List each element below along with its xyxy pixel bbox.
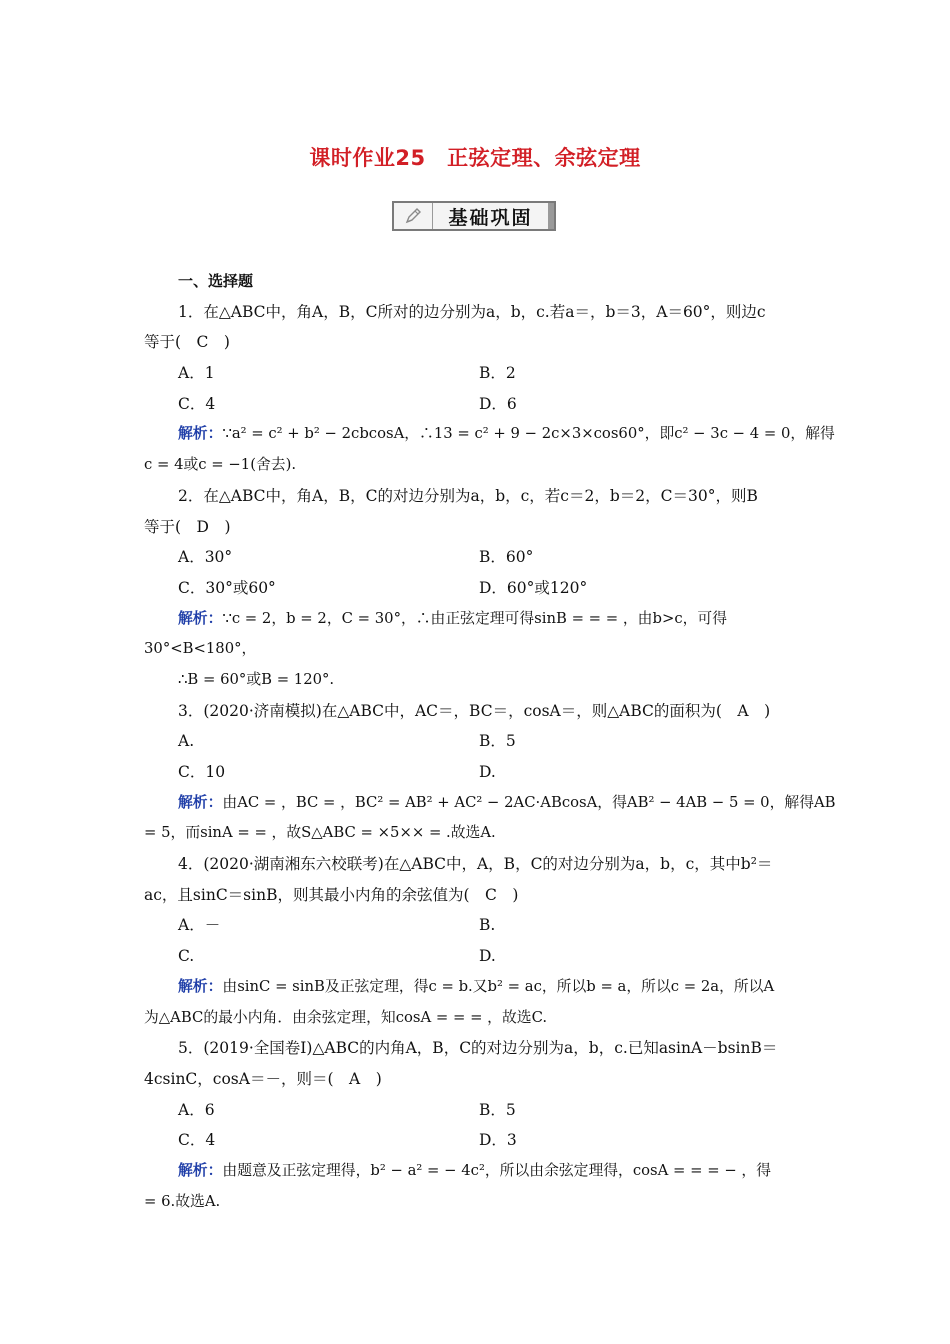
option-b: B．2	[479, 364, 516, 383]
question-4-analysis-line-2: 为△ABC的最小内角．由余弦定理，知cosA = = = ，故选C.	[144, 1008, 548, 1026]
option-a: A．6	[178, 1100, 215, 1119]
analysis-label: 解析：	[178, 609, 223, 627]
question-3-analysis-line-2: = 5，而sinA = = ，故S△ABC = ×5×× = .故选A.	[144, 824, 496, 842]
option-c: C.	[178, 947, 195, 966]
section-heading: 一、选择题	[178, 272, 254, 290]
option-a: A.	[178, 732, 195, 751]
question-1-line-1: 1．在△ABC中，角A，B，C所对的边分别为a，b，c.若a＝，b＝3，A＝60°，则边c	[178, 302, 766, 321]
option-c: C．30°或60°	[178, 578, 276, 597]
analysis-label: 解析：	[178, 977, 223, 995]
question-5-options-row-2	[144, 1125, 808, 1156]
question-5-analysis-line-1	[144, 1156, 808, 1187]
question-5-line-2: 4csinC，cosA＝－，则＝( A )	[144, 1069, 382, 1088]
option-c: C．4	[178, 1131, 216, 1150]
question-1-line-2: 等于( C )	[144, 333, 230, 352]
question-4-analysis-line-1	[144, 972, 808, 1003]
question-5-line-1: 5．(2019·全国卷Ⅰ)△ABC的内角A，B，C的对边分别为a，b，c.已知asinA－bsinB＝	[178, 1039, 778, 1058]
exercise-content	[144, 266, 836, 1217]
option-b: B．60°	[479, 548, 534, 567]
question-3-options-row-1	[144, 726, 808, 757]
question-1-options-row-2	[144, 389, 808, 420]
option-c: C．10	[178, 763, 226, 781]
analysis-label: 解析：	[178, 793, 223, 811]
option-c: C．4	[178, 394, 216, 413]
question-2-analysis-line-3: ∴B = 60°或B = 120°.	[178, 670, 335, 688]
question-3-line-1: 3．(2020·济南模拟)在△ABC中，AC＝，BC＝，cosA＝，则△ABC的面积为( A )	[178, 701, 771, 720]
badge-label: 基础巩固	[448, 206, 533, 229]
option-d: D.	[479, 763, 496, 781]
question-4-line-1: 4．(2020·湖南湘东六校联考)在△ABC中，A，B，C的对边分别为a，b，c，其中b²＝	[178, 855, 773, 874]
option-d: D．3	[479, 1131, 517, 1150]
analysis-text: ∵a² = c² + b² − 2cbcosA，∴13 = c² + 9 − 2c×3×cos60°，即c² − 3c − 4 = 0，解得	[222, 425, 835, 443]
question-2-analysis-line-2: 30°<B<180°，	[144, 640, 257, 658]
option-b: B．5	[479, 732, 516, 751]
question-2-line-1: 2．在△ABC中，角A，B，C的对边分别为a，b，c，若c＝2，b＝2，C＝30°，则B	[178, 486, 758, 505]
analysis-text: 由题意及正弦定理得，b² − a² = − 4c²，所以由余弦定理得，cosA = = = − ，得	[222, 1161, 772, 1179]
option-b: B.	[479, 916, 496, 935]
question-3-analysis-line-1	[144, 788, 836, 819]
question-2-options-row-1	[144, 542, 808, 573]
option-a: A．30°	[178, 548, 233, 567]
page-title: 课时作业25 正弦定理、余弦定理	[309, 146, 641, 170]
question-5-options-row-1	[144, 1095, 808, 1126]
question-3-options-row-2	[144, 757, 808, 788]
section-badge	[392, 201, 556, 231]
analysis-label: 解析：	[178, 1161, 223, 1179]
option-d: D．6	[479, 394, 517, 413]
option-a: A．1	[178, 364, 215, 383]
question-1-options-row-1	[144, 358, 808, 389]
question-4-line-2: ac，且sinC＝sinB，则其最小内角的余弦值为( C )	[144, 885, 519, 904]
option-a: A．－	[178, 916, 221, 935]
analysis-label: 解析：	[178, 425, 223, 443]
question-2-line-2: 等于( D )	[144, 517, 231, 536]
question-1-analysis-line-1	[144, 419, 835, 450]
option-d: D．60°或120°	[479, 578, 588, 597]
question-1-analysis-line-2: c = 4或c = −1(舍去).	[144, 456, 297, 474]
question-2-options-row-2	[144, 573, 808, 604]
option-d: D.	[479, 947, 496, 966]
badge-edge	[548, 203, 554, 229]
analysis-text: ∵c = 2，b = 2，C = 30°，∴由正弦定理可得sinB = = = ，由b>c，可得	[222, 609, 728, 627]
analysis-text: 由AC = ，BC = ，BC² = AB² + AC² − 2AC·ABcosA，得AB² − 4AB − 5 = 0，解得AB	[222, 793, 836, 811]
question-4-options-row-2	[144, 941, 808, 972]
pencil-icon	[394, 203, 433, 229]
question-5-analysis-line-2: = 6.故选A.	[144, 1192, 221, 1210]
option-b: B．5	[479, 1100, 516, 1119]
question-4-options-row-1	[144, 910, 808, 941]
question-2-analysis-line-1	[144, 604, 808, 635]
analysis-text: 由sinC = sinB及正弦定理，得c = b.又b² = ac，所以b = a，所以c = 2a，所以A	[222, 977, 775, 995]
